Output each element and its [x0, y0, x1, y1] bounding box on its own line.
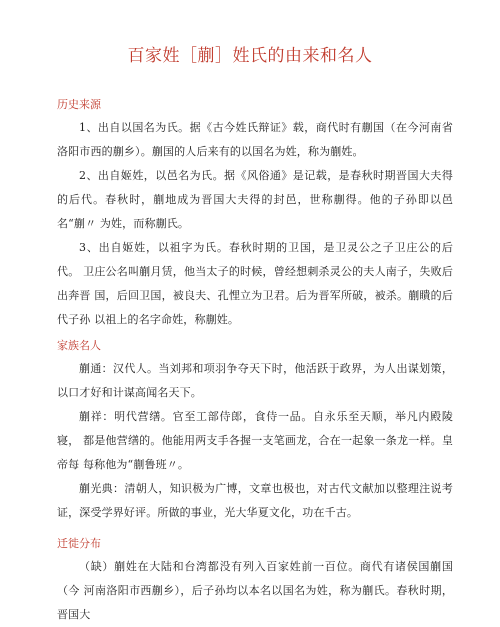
notable-kuai-tong: 蒯通：汉代人。当刘邦和项羽争夺天下时，他活跃于政界，为人出谋划策， 以口才好和计谋高闻名天下。 — [57, 362, 453, 399]
migration-paragraph: （缺）蒯姓在大陆和台湾都没有列入百家姓前一百位。商代有诸侯国蒯国（今 河南洛阳市西蒯乡），后子孙均以本名以国名为姓，称为蒯氏。春秋时期，晋国大 — [57, 560, 453, 621]
notable-kuai-guangdian: 蒯光典：清朝人，知识极为广博，文章也极也，对古代文献加以整理注说考 证，深受学界好评。所做的事业，光大华夏文化，功在千古。 — [57, 482, 453, 519]
notable-kuai-xiang: 蒯祥：明代营缮。官至工部侍郎，食侍一品。自永乐至天顺，举凡内殿陵寝， 都是他营缮的。他能用两支手各握一支笔画龙，合在一起象一条龙一样。皇帝每 每称他为“蒯鲁班〃。 — [57, 410, 453, 471]
history-paragraph-1: 1、出自以国名为氏。据《古今姓氏辩证》载，商代时有蒯国（在今河南省 洛阳市西的蒯乡）。蒯国的人后来有的以国名为姓，称为蒯姓。 — [57, 121, 453, 158]
title-surname: 蒯 — [197, 46, 215, 66]
history-paragraph-3: 3、出自姬姓，以祖字为氏。春秋时期的卫国，是卫灵公之子卫庄公的后代。 卫庄公名叫蒯月赁，他当太子的时候，曾经想刺杀灵公的夫人南子，失败后出奔晋 国，后回卫国，被良夫、孔悝立为卫君。后为晋军所破，被杀。蒯瞶的后代子孙 以祖上的名字命姓，称蒯姓。 — [57, 241, 453, 326]
section-heading-migration: 迁徙分布 — [57, 537, 101, 550]
section-heading-notables: 家族名人 — [57, 339, 101, 352]
page-title: 百家姓［蒯］姓氏的由来和名人 — [127, 46, 373, 66]
section-heading-history: 历史来源 — [57, 98, 101, 111]
history-paragraph-2: 2、出自姬姓，以邑名为氏。据《风俗通》是记载，是春秋时期晋国大夫得 的后代。春秋时，蒯地成为晋国大夫得的封邑，世称蒯得。他的子孙即以邑名“蒯〃 为姓，而称蒯氏。 — [57, 169, 453, 230]
